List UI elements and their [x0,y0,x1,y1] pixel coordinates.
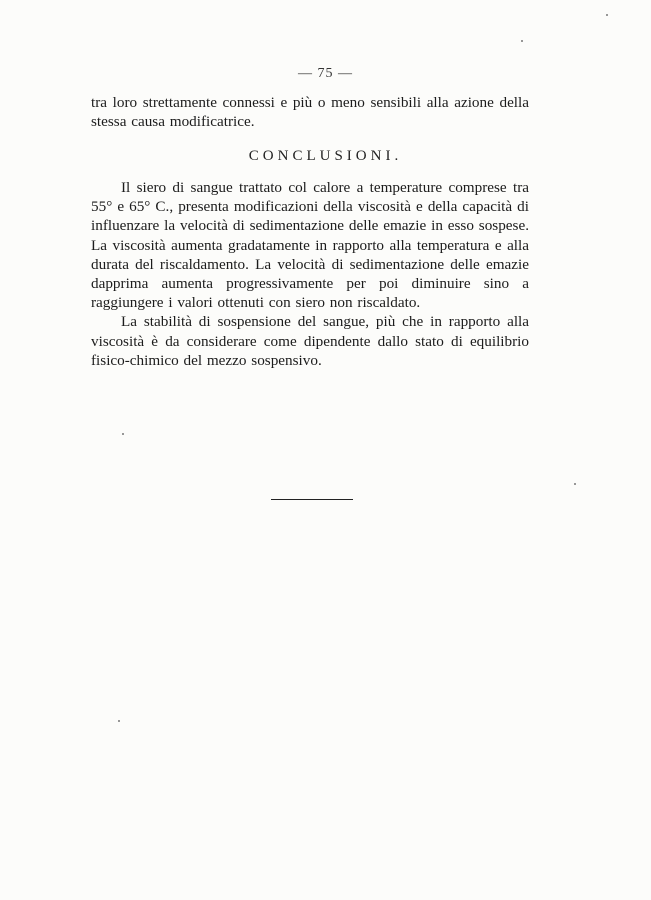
scan-speck [606,14,608,16]
continuation-text [91,93,529,131]
conclusion-paragraph-2: La stabilità di sospensione del sangue, più che in rapporto alla viscosità è da considerare come dipendente dallo stato di equilibrio fisico-chimico del mezzo sospensivo. [91,313,529,369]
page-number: — 75 — [298,66,353,81]
conclusions-body [91,178,529,370]
scan-speck [122,433,124,435]
conclusion-paragraph-1: Il siero di sangue trattato col calore a temperature comprese tra 55° e 65° C., presenta modificazioni della viscosità e della capacità di influenzare la velocità di sedimentazione delle emazie in esso sospese. La viscosità aumenta gradatamente in rapporto alla temperatura e alla durata del riscaldamento. La velocità di sedimentazione delle emazie dapprima aumenta progressivamente per poi diminuire sino a raggiungere i valori ottenuti con siero non riscaldato. [91,179,529,312]
continuation-paragraph: tra loro strettamente connessi e più o meno sensibili alla azione della stessa causa modificatrice. [91,94,529,131]
scan-speck [574,483,576,485]
closing-rule [271,499,353,500]
scan-speck [521,40,523,42]
scan-speck [118,720,120,722]
section-heading: CONCLUSIONI. [248,148,403,164]
